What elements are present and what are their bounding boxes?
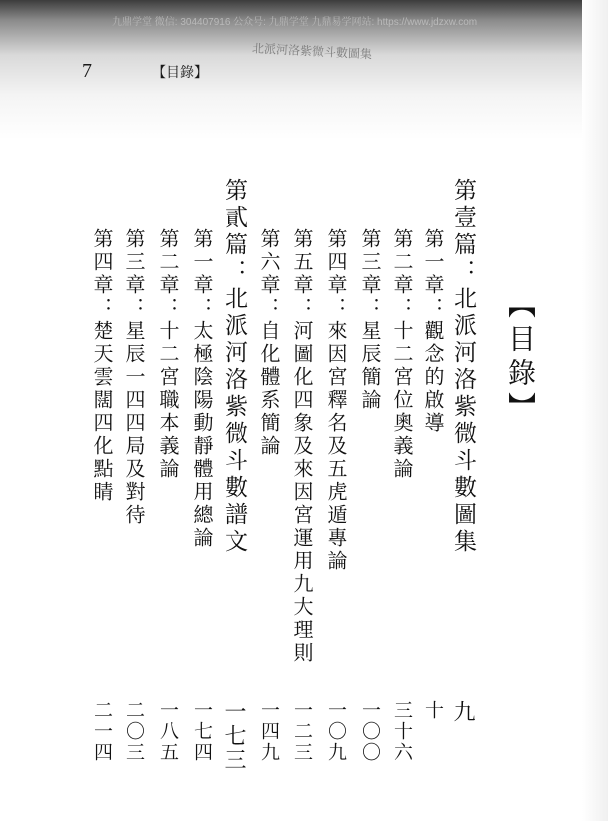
toc-entry-chapter: 第一章：觀念的啟導 — [421, 228, 445, 435]
toc-page-number: 九 — [450, 700, 475, 724]
running-head: 北派河洛紫微斗數圖集 — [251, 41, 373, 62]
page-edge — [582, 0, 608, 821]
toc-page-number: 一七三 — [221, 700, 246, 772]
toc-entry-chapter: 第三章：星辰一四四局及對待 — [122, 228, 146, 527]
toc-entry-chapter: 第三章：星辰簡論 — [358, 228, 382, 412]
toc-entry-chapter: 第四章：來因宮釋名及五虎遁專論 — [324, 228, 348, 573]
page-number: 7 — [82, 60, 92, 82]
toc-page-number: 一四九 — [258, 700, 280, 763]
toc-page-number: 二〇三 — [123, 700, 145, 763]
toc-entry-part-1: 第壹篇：北派河洛紫微斗數圖集 — [450, 178, 476, 556]
toc-entry-part-2: 第貳篇：北派河洛紫微斗數譜文 — [221, 178, 247, 556]
toc-entry-chapter: 第五章：河圖化四象及來因宮運用九大理則 — [290, 228, 314, 665]
toc-page-number: 一八五 — [157, 700, 179, 763]
toc-entry-chapter: 第二章：十二宮職本義論 — [156, 228, 180, 481]
toc-entry-chapter: 第二章：十二宮位奧義論 — [390, 228, 414, 481]
toc-entry-chapter: 第六章：自化體系簡論 — [257, 228, 281, 458]
toc-page-number: 一〇〇 — [359, 700, 381, 763]
watermark-text: 九鼎学堂 微信: 304407916 公众号: 九鼎学堂 九鼎易学网站: https://www.jdzxw.com — [112, 17, 478, 27]
toc-page-number: 二一四 — [91, 700, 113, 763]
toc-page-number: 一〇九 — [325, 700, 347, 763]
toc-page-number: 一七四 — [191, 700, 213, 763]
toc-page-number: 一二三 — [291, 700, 313, 763]
toc-page-number: 三十六 — [391, 700, 413, 763]
header-section-label: 【目錄】 — [152, 65, 208, 81]
toc-entry-chapter: 第一章：太極陰陽動靜體用總論 — [190, 228, 214, 550]
toc-page-number: 十 — [422, 700, 444, 721]
toc-title: 【目錄】 — [504, 290, 537, 426]
toc-entry-chapter: 第四章：楚天雲闊四化點睛 — [90, 228, 114, 504]
